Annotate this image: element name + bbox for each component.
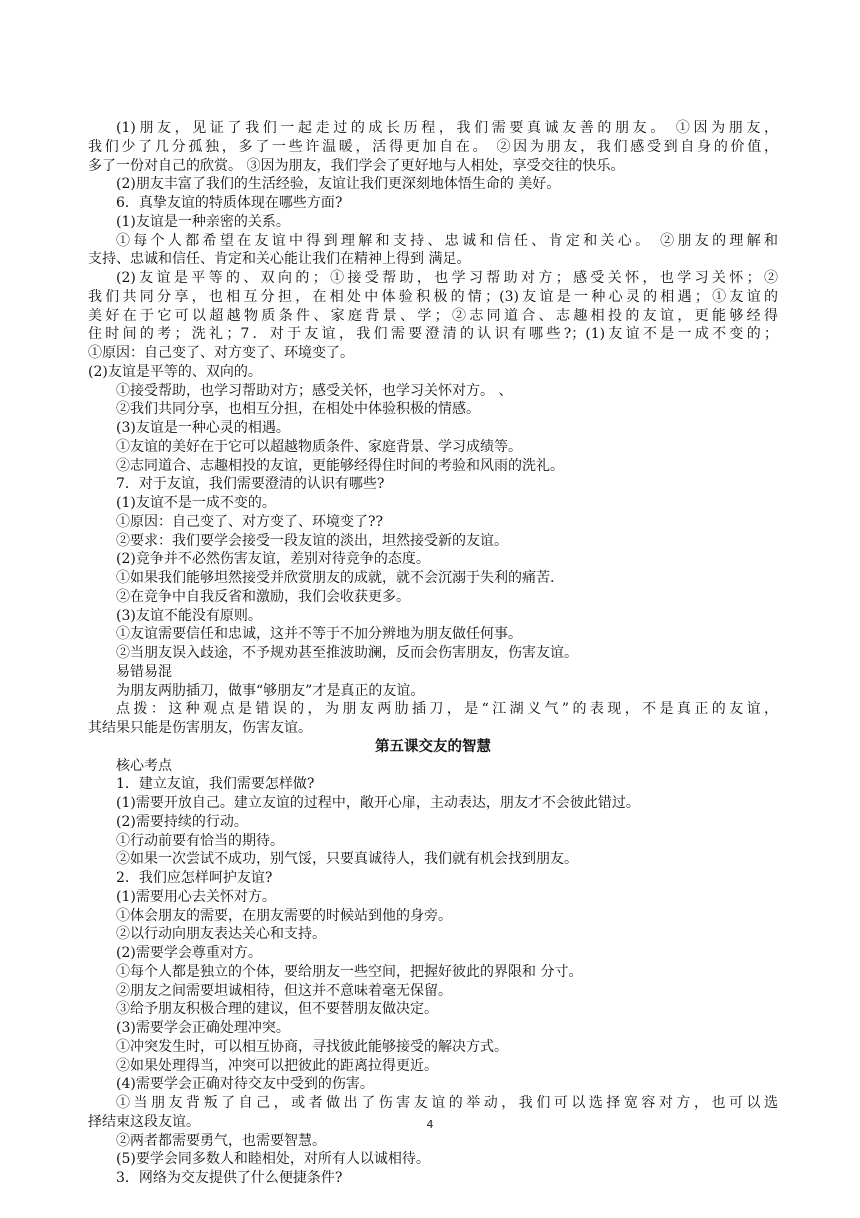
text-line: 7．对于友谊，我们需要澄清的认识有哪些?	[116, 476, 385, 493]
text-line: (1)需要用心去关怀对方。	[116, 888, 276, 905]
text-line: (1)需要开放自己。建立友谊的过程中，敞开心扉，主动表达，朋友才不会彼此错过。	[116, 795, 640, 811]
text-line: 住时间的考；洗礼；7．对于友谊，我们需要澄清的认识有哪些?；(1)友谊不是一成不变的；	[88, 326, 778, 343]
text-line: ②在竞争中自我反省和激励，我们会收获更多。	[116, 588, 410, 605]
text-line: 其结果只能是伤害朋友，伤害友谊。	[88, 720, 312, 736]
text-line: ②志同道合、志趣相投的友谊，更能够经得住时间的考验和风雨的洗礼。	[116, 457, 564, 474]
text-line: ②如果处理得当，冲突可以把彼此的距离拉得更近。	[116, 1057, 438, 1074]
text-line: ①冲突发生时，可以相互协商，寻找彼此能够接受的解决方式。	[116, 1038, 508, 1055]
text-line: (2)友谊是平等的、双向的。	[88, 363, 262, 380]
text-line: ①原因：自己变了、对方变了、环境变了??	[116, 513, 384, 530]
text-line: (3)需要学会正确处理冲突。	[116, 1020, 290, 1036]
text-line: 2．我们应怎样呵护友谊?	[116, 870, 273, 886]
text-line: ①每个人都希望在友谊中得到理解和支持、忠诚和信任、肯定和关心。 ②朋友的理解和	[116, 232, 778, 249]
text-line: (4)需要学会正确对待交友中受到的伤害。	[116, 1076, 374, 1093]
text-line: (5)要学会同多数人和睦相处，对所有人以诚相待。	[116, 1151, 430, 1168]
text-line: 我们少了几分孤独，多了一些许温暖，活得更加自在。 ②因为朋友，我们感受到自身的价值，	[88, 138, 778, 155]
text-line: ②两者都需要勇气，也需要智慧。	[116, 1132, 326, 1149]
text-line: ②如果一次尝试不成功，别气馁，只要真诚待人，我们就有机会找到朋友。	[116, 851, 578, 868]
text-line: ①原因：自己变了、对方变了、环境变了。	[88, 345, 354, 361]
text-line: (3)友谊是一种心灵的相遇。	[116, 420, 290, 436]
text-line: 1．建立友谊，我们需要怎样做?	[116, 776, 315, 793]
text-line: ①友谊需要信任和忠诚，这并不等于不加分辨地为朋友做任何事。	[116, 626, 522, 643]
text-line: 点拨：这种观点是错误的，为朋友两肋插刀，是“江湖义气”的表现，不是真正的友谊，	[116, 701, 778, 718]
text-line: ②当朋友误入歧途，不予规劝甚至推波助澜，反而会伤害朋友，伤害友谊。	[116, 645, 578, 661]
text-line: (2)竞争并不必然伤害友谊，差别对待竞争的态度。	[116, 551, 430, 568]
text-line: (2)需要学会尊重对方。	[116, 945, 262, 961]
text-line: 择结束这段友谊。	[88, 1113, 200, 1130]
text-line: 为朋友两肋插刀，做事“够朋友”才是真正的友谊。	[116, 682, 425, 699]
text-line: (3)友谊不能没有原则。	[116, 607, 262, 624]
text-line: ②以行动向朋友表达关心和支持。	[116, 926, 326, 943]
text-line: ②我们共同分享，也相互分担，在相处中体验积极的情感。	[116, 401, 480, 418]
text-line: (2)朋友丰富了我们的生活经验，友谊让我们更深刻地体悟生命的 美好。	[116, 176, 561, 193]
text-line: 核心考点	[116, 757, 172, 774]
text-line: (1)友谊不是一成不变的。	[116, 495, 276, 511]
section-heading: 第五课交友的智慧	[375, 737, 491, 755]
text-line: 支持、忠诚和信任、肯定和关心能让我们在精神上得到 满足。	[88, 251, 471, 268]
text-line: ①体会朋友的需要，在朋友需要的时候站到他的身旁。	[116, 907, 452, 924]
text-line: (2)需要持续的行动。	[116, 813, 248, 830]
text-line: ①当朋友背叛了自己，或者做出了伤害友谊的举动，我们可以选择宽容对方，也可以选	[116, 1095, 778, 1111]
text-line: (2)友谊是平等的、双向的；①接受帮助，也学习帮助对方；感受关怀，也学习关怀；②	[116, 270, 778, 286]
text-line: 易错易混	[116, 663, 172, 680]
text-line: ②要求：我们要学会接受一段友谊的淡出，坦然接受新的友谊。	[116, 532, 508, 549]
page-content	[88, 119, 778, 1188]
text-line: (1)友谊是一种亲密的关系。	[116, 213, 290, 230]
text-line: ③给予朋友积极合理的建议，但不要替朋友做决定。	[116, 1001, 438, 1018]
text-line: 多了一份对自己的欣赏。 ③因为朋友，我们学会了更好地与人相处，享受交往的快乐。	[88, 157, 625, 174]
text-line: 6．真挚友谊的特质体现在哪些方面?	[116, 195, 343, 211]
text-line: ①行动前要有恰当的期待。	[116, 832, 284, 849]
text-line: 美好在于它可以超越物质条件、家庭背景、学；②志同道合、志趣相投的友谊，更能够经得	[88, 307, 778, 324]
text-line: ①友谊的美好在于它可以超越物质条件、家庭背景、学习成绩等。	[116, 438, 522, 455]
text-line: ①每个人都是独立的个体，要给朋友一些空间，把握好彼此的界限和 分寸。	[116, 963, 583, 980]
text-line: 3．网络为交友提供了什么便捷条件?	[116, 1170, 343, 1186]
text-line: ②朋友之间需要坦诚相待，但这并不意味着毫无保留。	[116, 982, 452, 999]
text-line: ①如果我们能够坦然接受并欣赏朋友的成就，就不会沉溺于失利的痛苦.	[116, 570, 555, 586]
text-line: (1)朋友，见证了我们一起走过的成长历程，我们需要真诚友善的朋友。 ①因为朋友，	[116, 120, 778, 136]
text-line: 我们共同分享，也相互分担，在相处中体验积极的情；(3)友谊是一种心灵的相遇；①友谊的	[88, 288, 778, 305]
text-line: ①接受帮助，也学习帮助对方；感受关怀，也学习关怀对方。 、	[116, 382, 513, 399]
page-number: 4	[426, 1118, 434, 1131]
